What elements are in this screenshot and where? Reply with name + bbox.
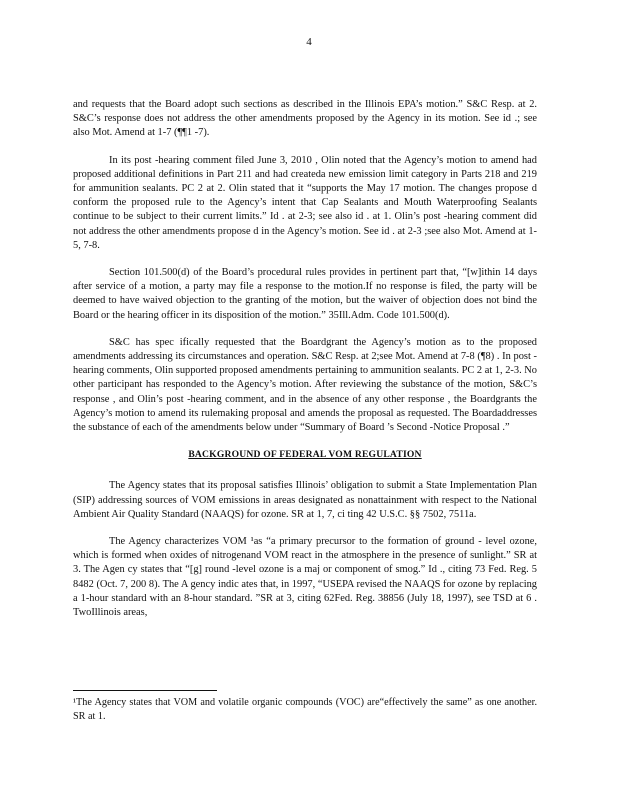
paragraph-continuation: and requests that the Board adopt such sections as described in the Illinois EPA’s motion.” S&C Resp. at 2. S&C’s response does not address the other amendments proposed by the Agency in its motion. See id .; see also Mot. Amend at 1-7 (¶¶1 -7). — [73, 99, 537, 139]
paragraph-procedural-rules: Section 101.500(d) of the Board’s procedural rules provides in pertinent part that, “[w]ithin 14 days after service of a motion, a party may file a response to the motion.If no response is filed, the party will be deemed to have waived objection to the granting of the motion, but the waiver of objection does not bind the Board or the hearing officer in its disposition of the motion.” 35Ill.Adm. Code 101.500(d). — [73, 267, 537, 321]
paragraph-vom-characterization: The Agency characterizes VOM ¹as “a primary precursor to the formation of ground - level ozone, which is formed when oxides of nitrogenand VOM react in the atmosphere in the presence of sunlight.” SR at 3. The Agen cy states that “[g] round -level ozone is a maj or component of smog.” Id ., citing 73 Fed. Reg. 5 8482 (Oct. 7, 200 8). The A gency indic ates that, in 1997, “USEPA revised the NAAQS for ozone by replacing a 1-hour standard with an 8-hour standard. ”SR at 3, citing 62Fed. Reg. 38856 (July 18, 1997), see TSD at 6 . TwoIllinois areas, — [73, 536, 537, 619]
document-body — [73, 98, 537, 633]
paragraph-sip-obligation: The Agency states that its proposal satisfies Illinois’ obligation to submit a State Implementation Plan (SIP) addressing sources of VOM emissions in areas designated as nonattainment with respect to the National Ambient Air Quality Standard (NAAQS) for ozone. SR at 1, 7, ci ting 42 U.S.C. §§ 7502, 7511a. — [73, 480, 537, 520]
page-number: 4 — [306, 36, 312, 48]
paragraph-board-grants: S&C has spec ifically requested that the Boardgrant the Agency’s motion as to the proposed amendments addressing its circumstances and operation. S&C Resp. at 2;see Mot. Amend at 7-8 (¶8) . In post -hearing comments, Olin supported proposed amendments pertaining to ammunition sealants. PC 2 at 1, 2-3. No other participant has responded to the Agency’s motion. After reviewing the substance of the motion, S&C’s response , and Olin’s post -hearing comment, and in the absence of any other response , the Boardgrants the Agency’s motion to amend its rulemaking proposal and amends the proposal as requested. The Boardaddresses the substance of each of the amendments below under “Summary of Board ’s Second -Notice Proposal .” — [73, 336, 537, 434]
footnote: ¹The Agency states that VOM and volatile organic compounds (VOC) are“effectively the same” as one another. SR at 1. — [73, 697, 537, 723]
section-heading: BACKGROUND OF FEDERAL VOM REGULATION — [188, 449, 422, 461]
paragraph-olin-comment: In its post -hearing comment filed June 3, 2010 , Olin noted that the Agency’s motion to amend had proposed additional definitions in Part 211 and had createda new emission limit category in Parts 218 and 219 for ammunition sealants. PC 2 at 2. Olin stated that it “supports the May 17 motion. The changes propose d conform the proposed rule to the Agency’s intent that Cap Sealants and Mouth Waterproofing Sealants continue to be subject to their current limits.” Id . at 2-3; see also id . at 1. Olin’s post -hearing comment did not address the other amendments propose d in the Agency’s motion. See id . at 2-3 ;see also Mot. Amend at 1-5, 7-8. — [73, 154, 537, 251]
footnote-divider — [73, 690, 217, 691]
